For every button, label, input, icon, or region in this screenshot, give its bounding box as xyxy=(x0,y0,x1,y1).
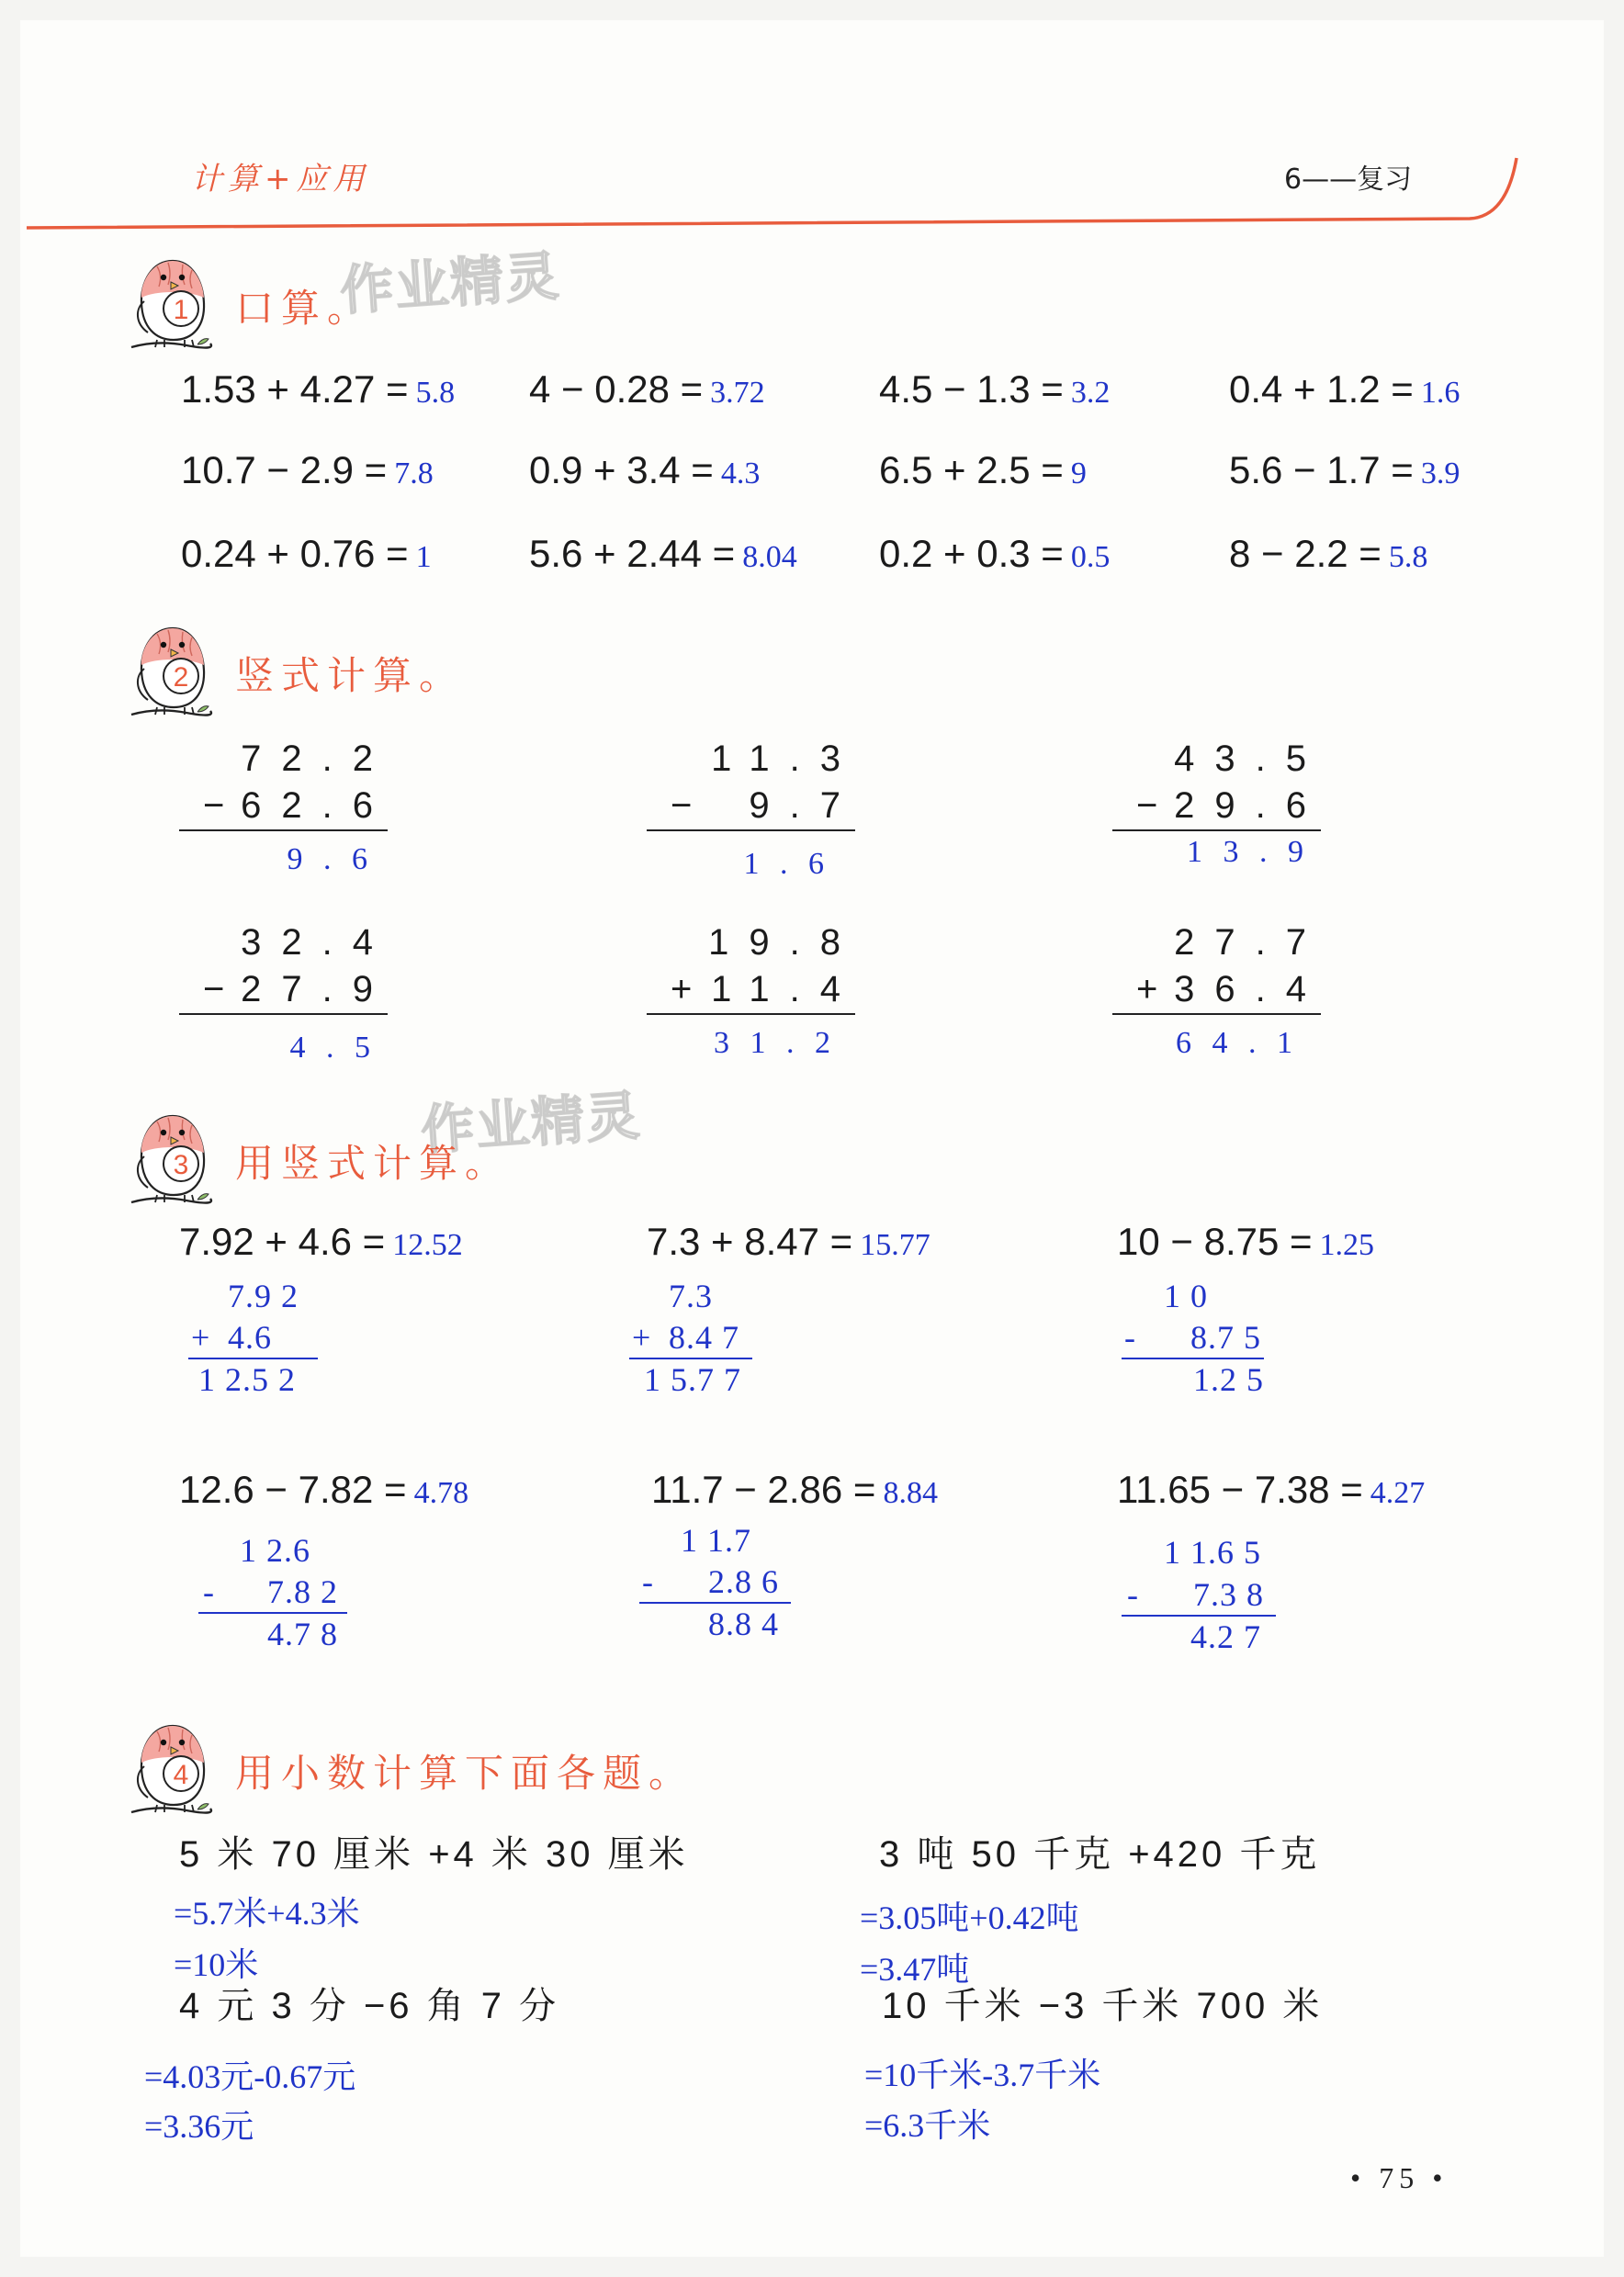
header-rule xyxy=(0,0,1624,276)
question: 4.5 − 1.3 = xyxy=(879,367,1064,411)
bottom-operand: 27.9 xyxy=(241,969,393,1009)
question: 7.92 + 4.6 = xyxy=(179,1220,386,1263)
answer: 9 . 6 xyxy=(287,842,374,876)
word-problem: 5 米 70 厘米 +4 米 30 厘米 xyxy=(179,1834,689,1875)
bottom-operand: 9.7 xyxy=(749,785,861,826)
working-top: 1 0 xyxy=(1164,1278,1208,1314)
solution-step: =3.36元 xyxy=(144,2108,254,2145)
bird-mascot-icon xyxy=(130,1720,212,1820)
top-operand: 27.7 xyxy=(1174,922,1326,963)
working-result: 4.2 7 xyxy=(1190,1618,1261,1655)
section-number: 1 xyxy=(173,295,189,325)
working-top: 7.3 xyxy=(669,1278,713,1314)
working-result: 4.7 8 xyxy=(267,1616,338,1652)
answer: 1 xyxy=(415,540,432,574)
question: 1.53 + 4.27 = xyxy=(181,367,409,411)
section-title: 用竖式计算。 xyxy=(235,1141,512,1186)
vertical-calculation xyxy=(647,919,861,1075)
working-result: 8.8 4 xyxy=(708,1606,779,1642)
operator: − xyxy=(203,969,225,1009)
vertical-calculation xyxy=(1112,735,1326,891)
bird-mascot-icon xyxy=(130,255,212,355)
operator: + xyxy=(671,969,693,1009)
top-operand: 19.8 xyxy=(708,922,861,963)
section-number: 4 xyxy=(173,1760,189,1790)
watermark-text: 作业精灵 xyxy=(419,1084,644,1162)
header-left-title: 计算+应用 xyxy=(191,161,370,197)
sum-line xyxy=(647,1013,855,1015)
oral-problem xyxy=(529,530,797,581)
bottom-operand: 62.6 xyxy=(241,785,393,826)
operator: − xyxy=(203,785,225,826)
answer: 3 1 . 2 xyxy=(714,1026,837,1060)
answer: 12.52 xyxy=(392,1228,463,1262)
section-number: 3 xyxy=(173,1150,189,1180)
working-operator: - xyxy=(203,1573,215,1610)
answer: 3.2 xyxy=(1070,376,1111,410)
answer: 5.8 xyxy=(1388,540,1428,574)
word-problem: 10 千米 −3 千米 700 米 xyxy=(882,1986,1324,2026)
equation xyxy=(651,1466,938,1517)
top-operand: 43.5 xyxy=(1174,738,1326,779)
answer: 4.78 xyxy=(413,1476,469,1510)
vertical-calculation xyxy=(1112,919,1326,1075)
question: 7.3 + 8.47 = xyxy=(647,1220,853,1263)
question: 10.7 − 2.9 = xyxy=(181,448,388,491)
sum-line xyxy=(1112,829,1321,831)
bird-mascot-icon xyxy=(130,1110,212,1210)
answer: 8.84 xyxy=(883,1476,938,1510)
answer: 1 . 6 xyxy=(743,847,830,881)
answer: 5.8 xyxy=(415,376,456,410)
question: 8 − 2.2 = xyxy=(1229,532,1382,575)
solution-step: =4.03元-0.67元 xyxy=(144,2058,356,2095)
working-top: 7.9 2 xyxy=(228,1278,299,1314)
page-number: • 75 • xyxy=(1350,2161,1449,2194)
equation xyxy=(1117,1466,1425,1517)
vertical-calculation xyxy=(647,735,861,891)
working-top: 1 2.6 xyxy=(240,1532,310,1569)
working-top: 1 1.7 xyxy=(681,1522,751,1559)
working-result: 1 5.7 7 xyxy=(644,1361,741,1398)
sum-line xyxy=(1112,1013,1321,1015)
bottom-operand: 29.6 xyxy=(1174,785,1326,826)
operator: − xyxy=(1136,785,1158,826)
answer: 0.5 xyxy=(1070,540,1111,574)
question: 11.7 − 2.86 = xyxy=(651,1468,876,1511)
section-number: 2 xyxy=(173,662,189,693)
bottom-operand: 36.4 xyxy=(1174,969,1326,1009)
solution-step: =5.7米+4.3米 xyxy=(174,1895,360,1932)
sum-line xyxy=(179,829,388,831)
question: 5.6 − 1.7 = xyxy=(1229,448,1414,491)
answer: 4.3 xyxy=(720,457,761,490)
oral-problem xyxy=(879,530,1110,581)
question: 12.6 − 7.82 = xyxy=(179,1468,407,1511)
answer: 3.9 xyxy=(1420,457,1460,490)
working-operator: - xyxy=(1124,1319,1136,1356)
sum-line xyxy=(179,1013,388,1015)
solution-step: =3.05吨+0.42吨 xyxy=(860,1899,1079,1936)
working-operator: - xyxy=(642,1563,654,1600)
working-top: 1 1.6 5 xyxy=(1164,1534,1261,1571)
equation xyxy=(179,1218,463,1269)
question: 10 − 8.75 = xyxy=(1117,1220,1313,1263)
oral-problem xyxy=(181,366,455,417)
oral-problem xyxy=(181,446,434,498)
working-operator: + xyxy=(191,1319,211,1356)
section-title: 用小数计算下面各题。 xyxy=(235,1751,695,1796)
section-title: 口算。 xyxy=(235,286,374,331)
working-bottom: 4.6 xyxy=(228,1319,272,1356)
answer: 4.27 xyxy=(1370,1476,1426,1510)
oral-problem xyxy=(879,446,1087,498)
watermark-text: 作业精灵 xyxy=(338,244,563,322)
question: 0.9 + 3.4 = xyxy=(529,448,714,491)
answer: 1.6 xyxy=(1420,376,1460,410)
oral-problem xyxy=(1229,366,1460,417)
working-bottom: 8.7 5 xyxy=(1190,1319,1261,1356)
working-bottom: 8.4 7 xyxy=(669,1319,739,1356)
question: 0.2 + 0.3 = xyxy=(879,532,1064,575)
answer: 1 3 . 9 xyxy=(1187,835,1310,869)
question: 0.4 + 1.2 = xyxy=(1229,367,1414,411)
operator: − xyxy=(671,785,693,826)
answer: 8.04 xyxy=(742,540,797,574)
answer: 9 xyxy=(1070,457,1087,490)
answer: 6 4 . 1 xyxy=(1176,1026,1299,1060)
header-chapter-title: 6——复习 xyxy=(1284,163,1413,196)
section-title: 竖式计算。 xyxy=(235,653,466,698)
top-operand: 72.2 xyxy=(241,738,393,779)
oral-problem xyxy=(879,366,1110,417)
answer: 15.77 xyxy=(860,1228,930,1262)
word-problem: 3 吨 50 千克 +420 千克 xyxy=(879,1834,1321,1875)
oral-problem xyxy=(181,530,432,581)
operator: + xyxy=(1136,969,1158,1009)
oral-problem xyxy=(1229,530,1427,581)
vertical-calculation xyxy=(179,919,393,1075)
bird-mascot-icon xyxy=(130,623,212,722)
working-result: 1 2.5 2 xyxy=(198,1361,296,1398)
question: 5.6 + 2.44 = xyxy=(529,532,736,575)
equation xyxy=(179,1466,468,1517)
top-operand: 32.4 xyxy=(241,922,393,963)
working-bottom: 7.3 8 xyxy=(1193,1576,1264,1613)
solution-step: =3.47吨 xyxy=(860,1951,970,1988)
oral-problem xyxy=(529,366,765,417)
answer: 4 . 5 xyxy=(289,1031,377,1065)
answer: 1.25 xyxy=(1319,1228,1375,1262)
question: 4 − 0.28 = xyxy=(529,367,704,411)
question: 6.5 + 2.5 = xyxy=(879,448,1064,491)
question: 0.24 + 0.76 = xyxy=(181,532,409,575)
working-bottom: 2.8 6 xyxy=(708,1563,779,1600)
equation xyxy=(1117,1218,1374,1269)
solution-step: =6.3千米 xyxy=(864,2107,991,2144)
oral-problem xyxy=(529,446,760,498)
question: 11.65 − 7.38 = xyxy=(1117,1468,1363,1511)
word-problem: 4 元 3 分 −6 角 7 分 xyxy=(179,1986,560,2026)
bottom-operand: 11.4 xyxy=(711,969,861,1009)
oral-problem xyxy=(1229,446,1460,498)
answer: 3.72 xyxy=(710,376,765,410)
vertical-calculation xyxy=(179,735,393,891)
working-bottom: 7.8 2 xyxy=(267,1573,338,1610)
working-result: 1.2 5 xyxy=(1193,1361,1264,1398)
top-operand: 11.3 xyxy=(711,738,861,779)
working-operator: - xyxy=(1127,1576,1139,1613)
answer: 7.8 xyxy=(394,457,434,490)
solution-step: =10千米-3.7千米 xyxy=(864,2057,1101,2093)
working-operator: + xyxy=(632,1319,652,1356)
solution-step: =10米 xyxy=(174,1946,259,1983)
sum-line xyxy=(647,829,855,831)
equation xyxy=(647,1218,930,1269)
